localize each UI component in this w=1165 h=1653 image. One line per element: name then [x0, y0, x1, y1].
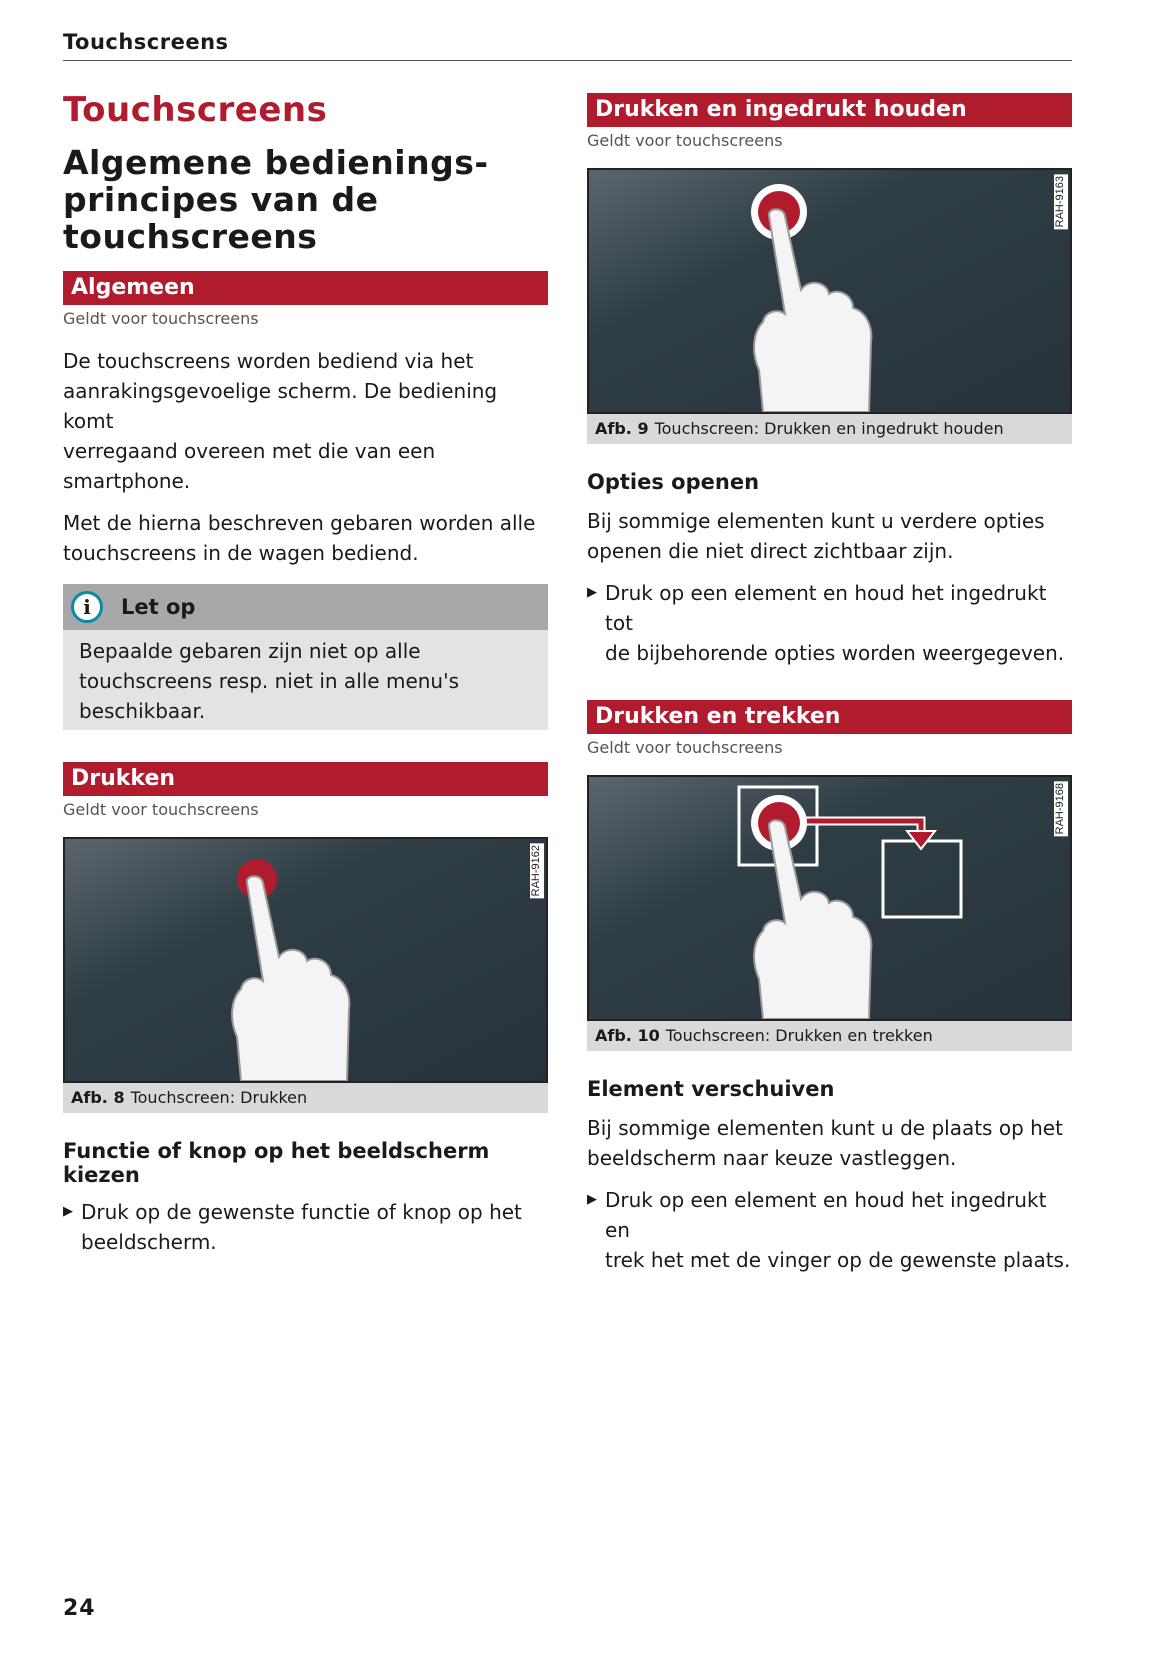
text-line: touchscreens in de wagen bediend.	[63, 541, 419, 565]
note-header	[63, 584, 548, 630]
figure-caption	[63, 1083, 548, 1113]
press-hold-illustration	[589, 170, 1070, 412]
figure-code: RAH-9163	[1054, 176, 1066, 228]
bullet-triangle-icon: ▶	[63, 1204, 73, 1219]
figure-tap	[63, 837, 548, 1083]
info-icon: i	[71, 591, 103, 623]
note-box	[63, 584, 548, 730]
paragraph	[63, 346, 548, 496]
bullet-text	[81, 1197, 522, 1257]
applies-note: Geldt voor touchscreens	[63, 800, 259, 819]
caption-text: Touchscreen: Drukken en trekken	[665, 1026, 933, 1045]
paragraph	[587, 1113, 1072, 1173]
page-title	[63, 144, 548, 255]
section-heading-algemeen: Algemeen	[63, 271, 548, 305]
paragraph	[63, 508, 548, 568]
text-line: De touchscreens worden bediend via het	[63, 349, 474, 373]
bullet-text	[605, 1185, 1072, 1275]
running-head: Touchscreens	[63, 30, 1072, 61]
page-title-line: touchscreens	[63, 217, 318, 256]
applies-note: Geldt voor touchscreens	[587, 131, 783, 150]
page-number: 24	[63, 1596, 96, 1621]
text-line: Bepaalde gebaren zijn niet op alle	[79, 639, 421, 663]
figure-press-hold	[587, 168, 1072, 414]
subheading: Functie of knop op het beeldscherm kiezen	[63, 1139, 490, 1187]
figure-caption	[587, 414, 1072, 444]
text-line: beeldscherm.	[81, 1230, 217, 1254]
bullet-triangle-icon: ▶	[587, 1192, 597, 1207]
drag-illustration	[589, 777, 1070, 1019]
section-heading-drukken: Drukken	[63, 762, 548, 796]
caption-number: Afb. 10	[595, 1026, 660, 1045]
applies-note: Geldt voor touchscreens	[587, 738, 783, 757]
bullet-triangle-icon: ▶	[587, 585, 597, 600]
subheading: Opties openen	[587, 470, 760, 494]
applies-note: Geldt voor touchscreens	[63, 309, 259, 328]
text-line: verregaand overeen met die van een smartphone.	[63, 439, 436, 493]
caption-text: Touchscreen: Drukken	[130, 1088, 308, 1107]
caption-text: Touchscreen: Drukken en ingedrukt houden	[654, 419, 1004, 438]
bullet-text	[605, 578, 1072, 668]
figure-code: RAH-9162	[530, 845, 542, 897]
text-line: de bijbehorende opties worden weergegeven.	[605, 641, 1065, 665]
page-title-line: principes van de	[63, 180, 379, 219]
text-line: Met de hierna beschreven gebaren worden alle	[63, 511, 536, 535]
text-line: trek het met de vinger op de gewenste plaats.	[605, 1248, 1071, 1272]
left-column	[63, 90, 548, 1257]
text-line: beeldscherm naar keuze vastleggen.	[587, 1146, 957, 1170]
caption-number: Afb. 9	[595, 419, 649, 438]
right-column	[587, 93, 1072, 1275]
text-line: aanrakingsgevoelige scherm. De bediening komt	[63, 379, 498, 433]
figure-drag	[587, 775, 1072, 1021]
tap-illustration	[65, 839, 546, 1081]
text-line: Bij sommige elementen kunt u de plaats op het	[587, 1116, 1063, 1140]
paragraph	[587, 506, 1072, 566]
note-body	[63, 630, 548, 730]
text-line: Bij sommige elementen kunt u verdere opties	[587, 509, 1045, 533]
bullet-item	[587, 1185, 1072, 1275]
text-line: Druk op een element en houd het ingedrukt tot	[605, 581, 1047, 635]
text-line: openen die niet direct zichtbaar zijn.	[587, 539, 954, 563]
bullet-item	[63, 1197, 548, 1257]
caption-number: Afb. 8	[71, 1088, 125, 1107]
text-line: Druk op een element en houd het ingedrukt en	[605, 1188, 1047, 1242]
section-heading-trekken: Drukken en trekken	[587, 700, 1072, 734]
text-line: touchscreens resp. niet in alle menu's	[79, 669, 460, 693]
section-heading-ingedrukt: Drukken en ingedrukt houden	[587, 93, 1072, 127]
figure-caption	[587, 1021, 1072, 1051]
bullet-item	[587, 578, 1072, 668]
note-title: Let op	[121, 595, 196, 619]
chapter-title: Touchscreens	[63, 90, 328, 130]
page-title-line: Algemene bedienings-	[63, 143, 489, 182]
figure-code: RAH-9168	[1054, 783, 1066, 835]
subheading: Element verschuiven	[587, 1077, 835, 1101]
text-line: beschikbaar.	[79, 699, 206, 723]
text-line: Druk op de gewenste functie of knop op het	[81, 1200, 522, 1224]
